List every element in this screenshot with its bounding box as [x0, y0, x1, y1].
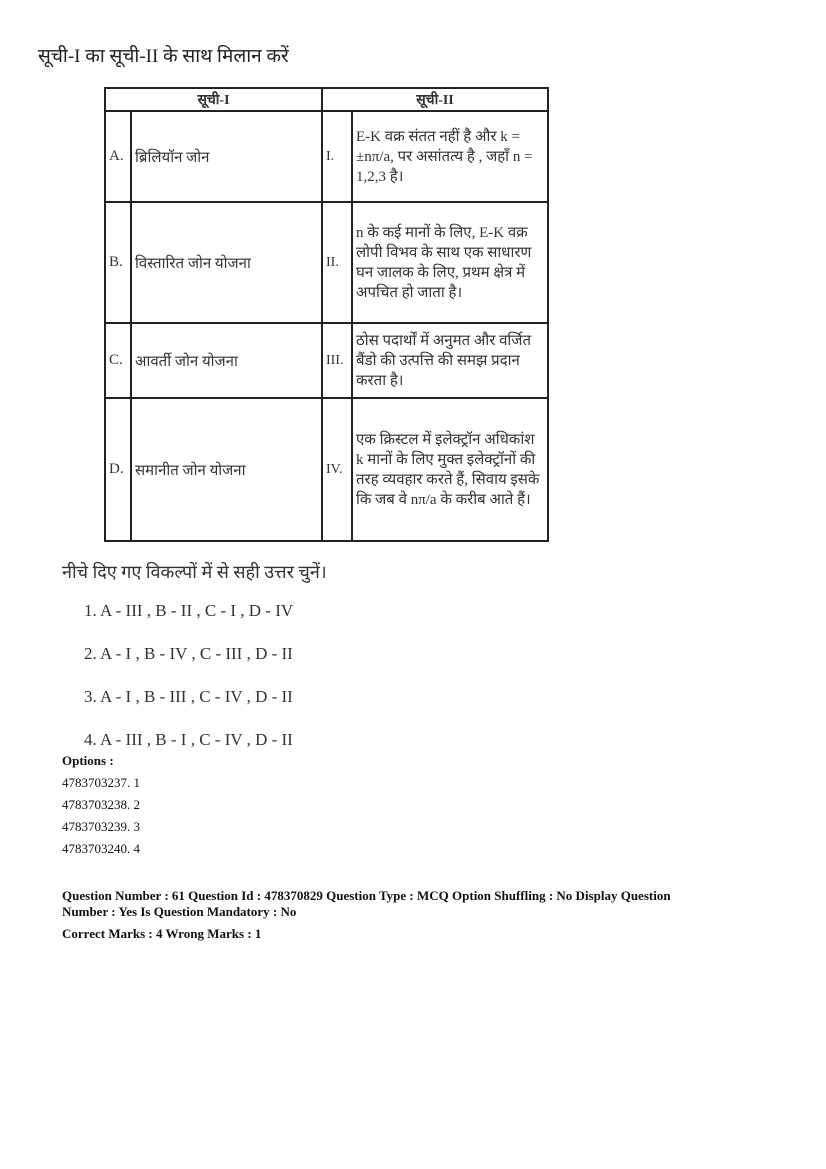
row-description: एक क्रिस्टल में इलेक्ट्रॉन अधिकांश k मानों के लिए मुक्त इलेक्ट्रॉनों की तरह व्यवहार करते हैं, सिवाय इसके कि जब वे nπ/a के करीब आते हैं। — [352, 398, 548, 541]
row-description: ठोस पदार्थों में अनुमत और वर्जित बैंडो की उत्पत्ति की समझ प्रदान करता है। — [352, 323, 548, 398]
header-list-1: सूची-I — [105, 88, 322, 111]
row-letter: A. — [105, 111, 131, 202]
match-table — [104, 87, 549, 542]
question-title: सूची-I का सूची-II के साथ मिलान करें — [38, 46, 289, 67]
options-label: Options : — [62, 753, 114, 768]
row-item: ब्रिलियॉन जोन — [131, 111, 322, 202]
row-numeral: I. — [322, 111, 352, 202]
table-row — [105, 202, 548, 323]
choice-4: 4. A - III , B - I , C - IV , D - II — [84, 730, 293, 749]
row-numeral: II. — [322, 202, 352, 323]
table-row — [105, 323, 548, 398]
option-id-1: 4783703237. 1 — [62, 775, 140, 790]
table-row — [105, 111, 548, 202]
option-id-3: 4783703239. 3 — [62, 819, 140, 834]
row-description: n के कई मानों के लिए, E-K वक्र लोपी विभव के साथ एक साधारण घन जालक के लिए, प्रथम क्षेत्र में अपचित हो जाता है। — [352, 202, 548, 323]
header-list-2: सूची-II — [322, 88, 548, 111]
row-numeral: III. — [322, 323, 352, 398]
marks-info: Correct Marks : 4 Wrong Marks : 1 — [62, 926, 262, 941]
row-description: E-K वक्र संतत नहीं है और k = ±nπ/a, पर असांतत्य है , जहाँ n = 1,2,3 है। — [352, 111, 548, 202]
choice-2: 2. A - I , B - IV , C - III , D - II — [84, 644, 293, 663]
row-item: आवर्ती जोन योजना — [131, 323, 322, 398]
prompt-text: नीचे दिए गए विकल्पों में से सही उत्तर चुनें। — [62, 562, 327, 582]
row-item: समानीत जोन योजना — [131, 398, 322, 541]
row-letter: C. — [105, 323, 131, 398]
row-item: विस्तारित जोन योजना — [131, 202, 322, 323]
row-numeral: IV. — [322, 398, 352, 541]
choice-3: 3. A - I , B - III , C - IV , D - II — [84, 687, 293, 706]
table-header — [105, 88, 548, 111]
table-row — [105, 398, 548, 541]
choice-1: 1. A - III , B - II , C - I , D - IV — [84, 601, 294, 620]
question-meta-cont: Number : Yes Is Question Mandatory : No — [62, 904, 297, 919]
row-letter: D. — [105, 398, 131, 541]
option-id-2: 4783703238. 2 — [62, 797, 140, 812]
option-id-4: 4783703240. 4 — [62, 841, 140, 856]
question-meta: Question Number : 61 Question Id : 478370829 Question Type : MCQ Option Shuffling : No Display Question — [62, 888, 671, 903]
row-letter: B. — [105, 202, 131, 323]
